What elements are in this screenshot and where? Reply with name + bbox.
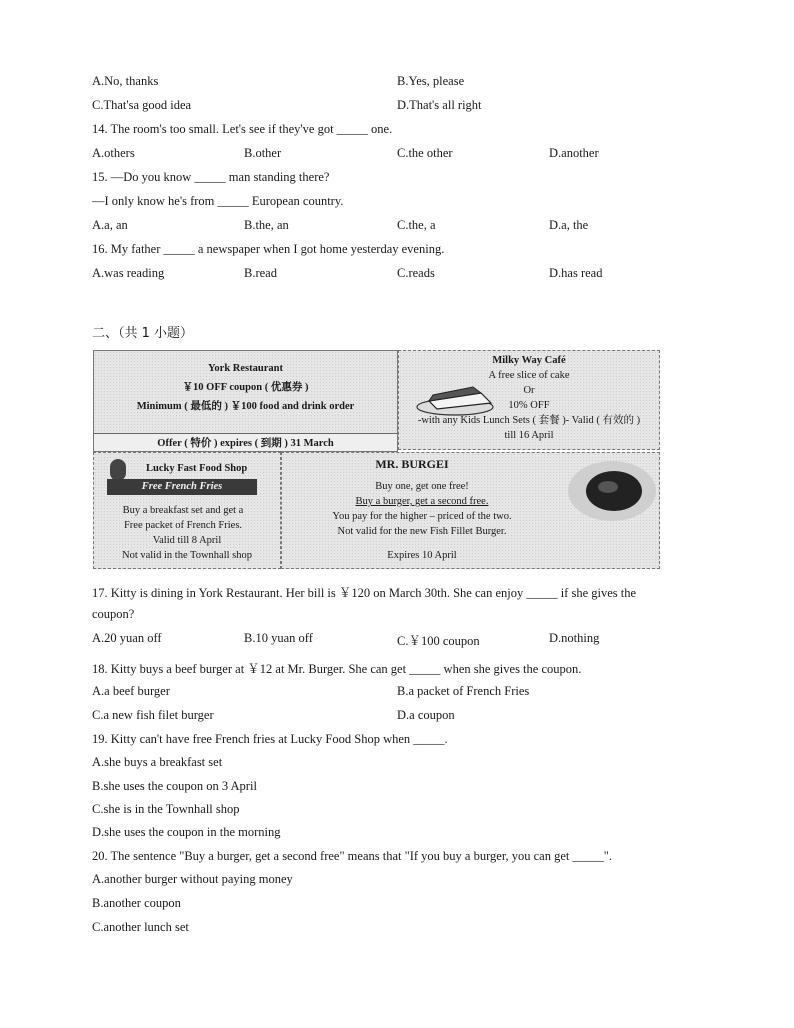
q14-option-a: A.others (92, 146, 135, 160)
cake-slice-icon (415, 381, 497, 417)
lucky-line-3: Valid till 8 April (152, 535, 222, 546)
york-line-2: Minimum ( 最低的 ) ￥100 food and drink order (136, 401, 355, 412)
burger-line-1: Buy one, get one free! (375, 481, 469, 492)
q19-option-b: B.she uses the coupon on 3 April (92, 779, 257, 793)
q17-option-b: B.10 yuan off (244, 631, 313, 645)
q18-option-a: A.a beef burger (92, 684, 170, 698)
q17-option-d: D.nothing (549, 631, 600, 645)
q19-option-d: D.she uses the coupon in the morning (92, 825, 281, 839)
lucky-line-2: Free packet of French Fries. (123, 520, 243, 531)
milky-way-cafe-coupon (398, 350, 660, 450)
burger-expires: Expires 10 April (387, 550, 457, 561)
q17-option-c: C.￥100 coupon (397, 634, 480, 648)
milky-line-3: 10% OFF (508, 400, 550, 411)
york-line-1: ￥10 OFF coupon ( 优惠券 ) (182, 382, 309, 393)
york-restaurant-coupon (93, 350, 398, 452)
lucky-title: Lucky Fast Food Shop (146, 463, 248, 474)
milky-line-1: A free slice of cake (488, 370, 570, 381)
q14-option-c: C.the other (397, 146, 453, 160)
milky-line-5: till 16 April (504, 430, 554, 441)
q15-option-a: A.a, an (92, 218, 128, 232)
q20-option-c: C.another lunch set (92, 920, 189, 934)
lucky-banner: Free French Fries (107, 479, 257, 495)
q16-option-a: A.was reading (92, 266, 165, 280)
lucky-line-1: Buy a breakfast set and get a (122, 505, 244, 516)
q18-stem: 18. Kitty buys a beef burger at ￥12 at Mr. Burger. She can get _____ when she gives the coupon. (92, 662, 582, 676)
q19-stem: 19. Kitty can't have free French fries at Lucky Food Shop when _____. (92, 732, 448, 746)
q14-option-d: D.another (549, 146, 599, 160)
milky-title: Milky Way Café (492, 355, 566, 366)
q17-stem-2: coupon? (92, 607, 135, 621)
q13-option-b: B.Yes, please (397, 74, 465, 88)
york-offer: Offer ( 特价 ) expires ( 到期 ) 31 March (94, 433, 397, 451)
q19-option-a: A.she buys a breakfast set (92, 755, 223, 769)
q15-option-b: B.the, an (244, 218, 289, 232)
q15-option-c: C.the, a (397, 218, 436, 232)
burger-title: MR. BURGEI (375, 457, 449, 471)
mr-burger-coupon (281, 452, 660, 569)
q16-option-c: C.reads (397, 266, 435, 280)
burger-photo-icon (564, 455, 658, 525)
lucky-line-4: Not valid in the Townhall shop (121, 550, 253, 561)
q17-option-a: A.20 yuan off (92, 631, 162, 645)
burger-line-2: Buy a burger, get a second free. (355, 496, 489, 507)
q18-option-b: B.a packet of French Fries (397, 684, 530, 698)
milky-line-2: Or (523, 385, 535, 396)
q20-option-b: B.another coupon (92, 896, 181, 910)
lucky-fast-food-coupon (93, 452, 281, 569)
burger-line-3: You pay for the higher – priced of the two. (332, 511, 512, 522)
q15-stem: 15. —Do you know _____ man standing there? (92, 170, 330, 184)
q15-stem-2: —I only know he's from _____ European country. (92, 194, 344, 208)
q16-option-d: D.has read (549, 266, 603, 280)
q18-option-d: D.a coupon (397, 708, 455, 722)
q20-option-a: A.another burger without paying money (92, 872, 293, 886)
q18-option-c: C.a new fish filet burger (92, 708, 214, 722)
q19-option-c: C.she is in the Townhall shop (92, 802, 240, 816)
york-title: York Restaurant (208, 363, 283, 374)
burger-line-4: Not valid for the new Fish Fillet Burger. (337, 526, 507, 537)
milky-line-4: -with any Kids Lunch Sets ( 套餐 )- Valid ( 有效的 ) (417, 415, 641, 426)
q20-stem: 20. The sentence "Buy a burger, get a second free" means that "If you buy a burger, you can get _____". (92, 849, 612, 863)
q13-option-d: D.That's all right (397, 98, 482, 112)
q13-option-a: A.No, thanks (92, 74, 159, 88)
q14-option-b: B.other (244, 146, 282, 160)
section-title: 二、（共 1 小题） (92, 326, 194, 341)
q14-stem: 14. The room's too small. Let's see if they've got _____ one. (92, 122, 393, 136)
q15-option-d: D.a, the (549, 218, 589, 232)
q17-stem: 17. Kitty is dining in York Restaurant. Her bill is ￥120 on March 30th. She can enjoy _____ if she gives the (92, 586, 637, 600)
q13-option-c: C.That'sa good idea (92, 98, 192, 112)
q16-option-b: B.read (244, 266, 277, 280)
q16-stem: 16. My father _____ a newspaper when I got home yesterday evening. (92, 242, 445, 256)
